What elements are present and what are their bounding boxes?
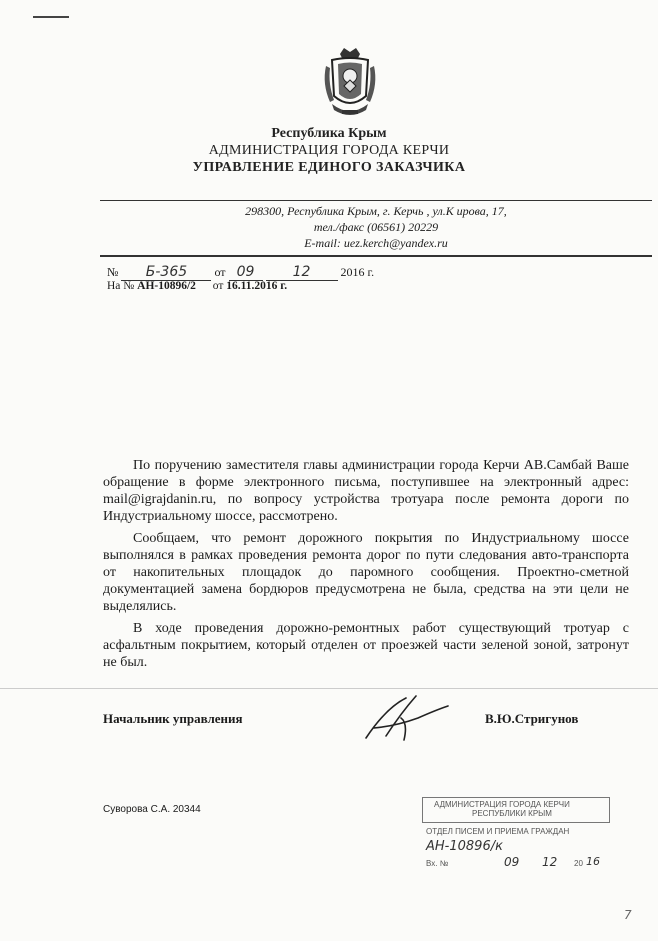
address-line-1: 298300, Республика Крым, г. Керчь , ул.К ирова, 17,: [245, 204, 507, 218]
republic-heading: Республика Крым: [271, 126, 387, 141]
stamp-day: 09: [504, 855, 520, 869]
header-divider: [100, 200, 652, 201]
scan-fold-line: [0, 688, 658, 689]
page-mark: 7: [624, 908, 632, 922]
stamp-year-suffix: 16: [586, 855, 600, 868]
corner-mark: [33, 16, 69, 18]
stamp-line-1: АДМИНИСТРАЦИЯ ГОРОДА КЕРЧИ: [434, 800, 570, 809]
outgoing-year: 2016 г.: [340, 265, 375, 279]
stamp-year-prefix: 20: [574, 859, 583, 868]
outgoing-number: Б-365: [121, 264, 211, 281]
body-paragraph-1: По поручению заместителя главы администрации города Керчи АВ.Самбай Ваше обращение в форме электронного письма, поступившее на электронный адрес: mail@igrajdanin.ru, по вопросу устройства тротуара после ремонта дороги по Индустриальному шоссе, рассмотрено.: [103, 458, 629, 524]
reference-date-label: от: [212, 280, 224, 292]
reference-date: 16.11.2016 г.: [226, 280, 288, 292]
reference-number-label: На №: [107, 280, 135, 292]
body-paragraph-2: Сообщаем, что ремонт дорожного покрытия по Индустриальному шоссе выполнялся в рамках проведения ремонта дорог по пути следования авто-транспорта от накопительных площадок до паромного сообщения. Проектно-сметной документацией замена бордюров предусмотрена не была, средства на эти цели не выделялись.: [103, 531, 629, 614]
stamp-vh-label: Вх. №: [426, 859, 449, 868]
outgoing-registration: [107, 264, 374, 281]
address-line-3: E-mail: uez.kerch@yandex.ru: [304, 236, 448, 250]
outgoing-day: 09: [229, 264, 263, 281]
department-heading: УПРАВЛЕНИЕ ЕДИНОГО ЗАКАЗЧИКА: [192, 160, 466, 175]
stamp-line-2: РЕСПУБЛИКИ КРЫМ: [472, 809, 552, 818]
signatory-name: В.Ю.Стригунов: [485, 711, 579, 726]
crimea-coat-of-arms-icon: [318, 44, 382, 120]
reference-number: АН-10896/2: [137, 280, 196, 292]
incoming-stamp: [416, 797, 616, 877]
address-divider: [100, 255, 652, 257]
handwritten-signature: [356, 688, 456, 748]
outgoing-number-label: №: [107, 265, 119, 279]
executor-info: Суворова С.А. 20344: [103, 804, 201, 815]
stamp-month: 12: [542, 855, 558, 869]
signatory-title: Начальник управления: [103, 711, 243, 726]
stamp-line-3: ОТДЕЛ ПИСЕМ И ПРИЕМА ГРАЖДАН: [426, 827, 570, 836]
body-paragraph-3: В ходе проведения дорожно-ремонтных работ существующий тротуар с асфальтным покрытием, который отделен от проезжей части зеленой зоной, затронут не был.: [103, 621, 629, 670]
outgoing-month: 12: [266, 264, 338, 281]
stamp-handwritten-number: АН-10896/к: [426, 839, 503, 854]
outgoing-date-label: от: [214, 265, 226, 279]
administration-heading: АДМИНИСТРАЦИЯ ГОРОДА КЕРЧИ: [208, 143, 450, 158]
reference-registration: [107, 280, 287, 292]
address-line-2: тел./факс (06561) 20229: [313, 220, 439, 234]
